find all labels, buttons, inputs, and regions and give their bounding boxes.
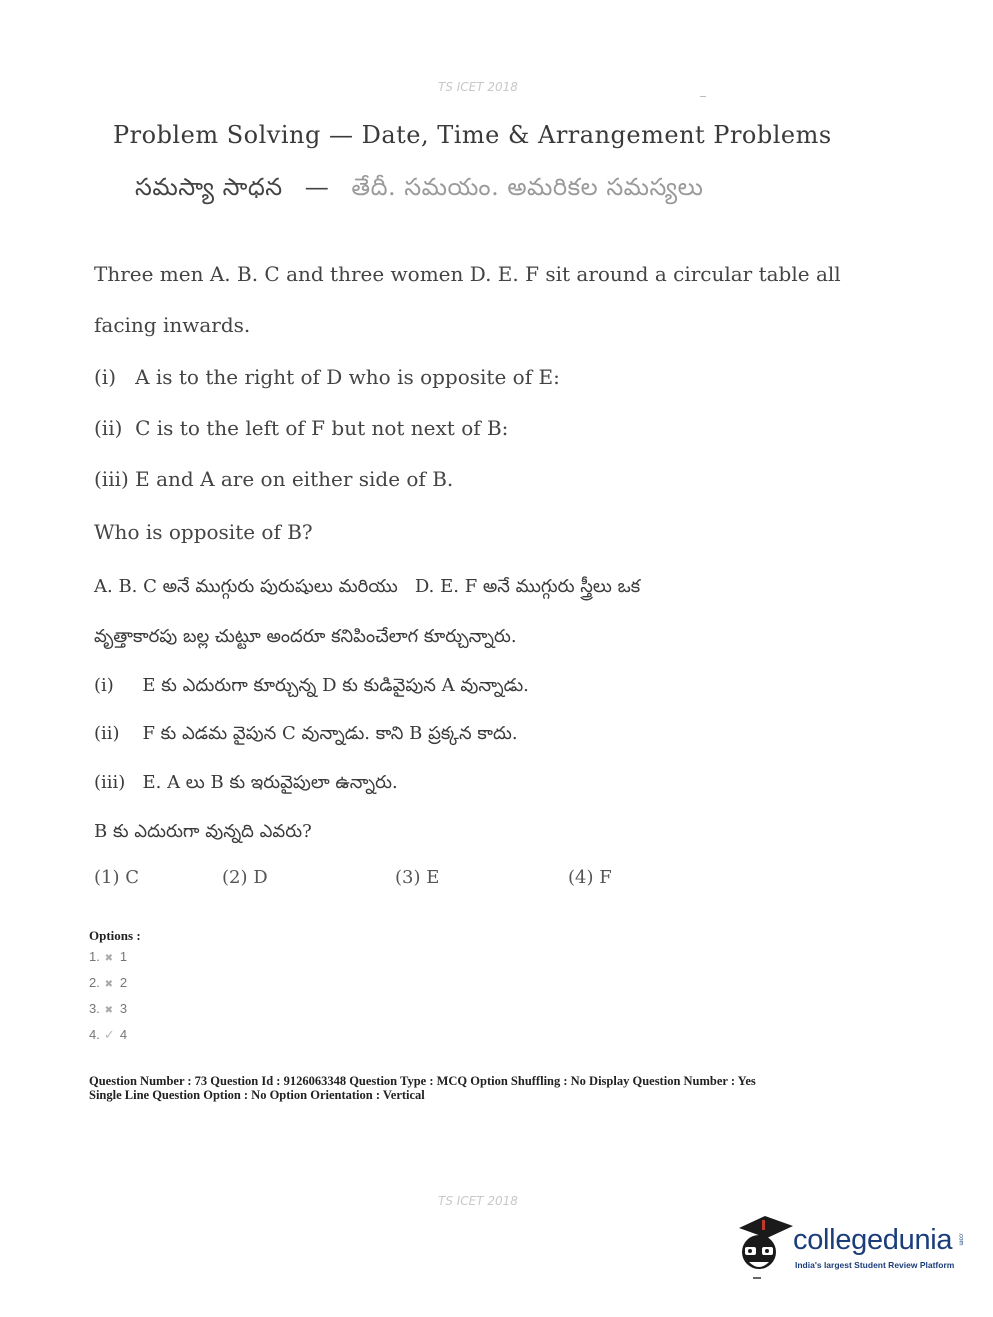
- option-number: 2.: [89, 975, 100, 990]
- collegedunia-logo: [735, 1212, 965, 1282]
- question-en-line2: facing inwards.: [94, 313, 251, 337]
- question-te-ask: B కు ఎదురుగా వున్నది ఎవరు?: [94, 821, 312, 842]
- condition-te-2: (ii) F కు ఎడమ వైపున C వున్నాడు. కాని B ప్రక్కన కాదు.: [94, 723, 518, 744]
- answer-choice-3: (3) E: [395, 867, 440, 888]
- cross-icon: ✖: [104, 1005, 114, 1016]
- option-item: [89, 949, 127, 964]
- logo-suffix: .com: [957, 1232, 964, 1246]
- question-te-line2: వృత్తాకారపు బల్ల చుట్టూ అందరూ కనిపించేలాగ కూర్చున్నారు.: [94, 626, 517, 647]
- cross-icon: ✖: [104, 953, 114, 964]
- cross-icon: ✖: [104, 979, 114, 990]
- question-meta-line2: Single Line Question Option : No Option Orientation : Vertical: [89, 1088, 425, 1102]
- option-value: 3: [119, 1001, 128, 1016]
- title-telugu-right: తేదీ. సమయం. అమరికల సమస్యలు: [351, 173, 704, 201]
- option-item: [89, 975, 127, 990]
- condition-en-1: (i) A is to the right of D who is opposite of E:: [94, 365, 560, 389]
- watermark-bottom: TS ICET 2018: [438, 1194, 518, 1208]
- condition-en-2: (ii) C is to the left of F but not next of B:: [94, 416, 509, 440]
- options-heading: Options :: [89, 928, 141, 943]
- option-number: 4.: [89, 1027, 100, 1042]
- question-en-ask: Who is opposite of B?: [94, 520, 313, 544]
- page-title: Problem Solving — Date, Time & Arrangement Problems: [113, 121, 832, 149]
- answer-choice-4: (4) F: [568, 867, 612, 888]
- option-value: 4: [119, 1027, 128, 1042]
- page-title-telugu: [135, 173, 703, 207]
- option-number: 3.: [89, 1001, 100, 1016]
- logo-tagline: India's largest Student Review Platform: [795, 1260, 955, 1270]
- check-icon: ✓: [103, 1027, 115, 1042]
- question-te-line1: A. B. C అనే ముగ్గురు పురుషులు మరియు D. E. F అనే ముగ్గురు స్త్రీలు ఒక: [94, 576, 641, 597]
- option-item: [89, 1027, 127, 1043]
- speck: [700, 96, 706, 97]
- question-meta-line1: Question Number : 73 Question Id : 9126063348 Question Type : MCQ Option Shuffling : No Display Question Number : Yes: [89, 1074, 756, 1088]
- answer-choice-1: (1) C: [94, 867, 139, 888]
- condition-en-3: (iii) E and A are on either side of B.: [94, 467, 454, 491]
- option-number: 1.: [89, 949, 100, 964]
- mascot-icon: [735, 1212, 795, 1282]
- answer-choice-2: (2) D: [222, 867, 268, 888]
- condition-te-1: (i) E కు ఎదురుగా కూర్చున్న D కు కుడివైపున A వున్నాడు.: [94, 675, 529, 696]
- title-telugu-left: సమస్యా సాధన: [135, 173, 283, 201]
- condition-te-3: (iii) E. A లు B కు ఇరువైపులా ఉన్నారు.: [94, 772, 398, 793]
- watermark-top: TS ICET 2018: [438, 80, 518, 94]
- question-en-line1: Three men A. B. C and three women D. E. F sit around a circular table all: [94, 262, 841, 286]
- option-value: 1: [119, 949, 128, 964]
- option-item: [89, 1001, 127, 1016]
- logo-wordmark: collegedunia: [793, 1224, 953, 1256]
- title-telugu-dash: —: [304, 173, 330, 201]
- option-value: 2: [119, 975, 128, 990]
